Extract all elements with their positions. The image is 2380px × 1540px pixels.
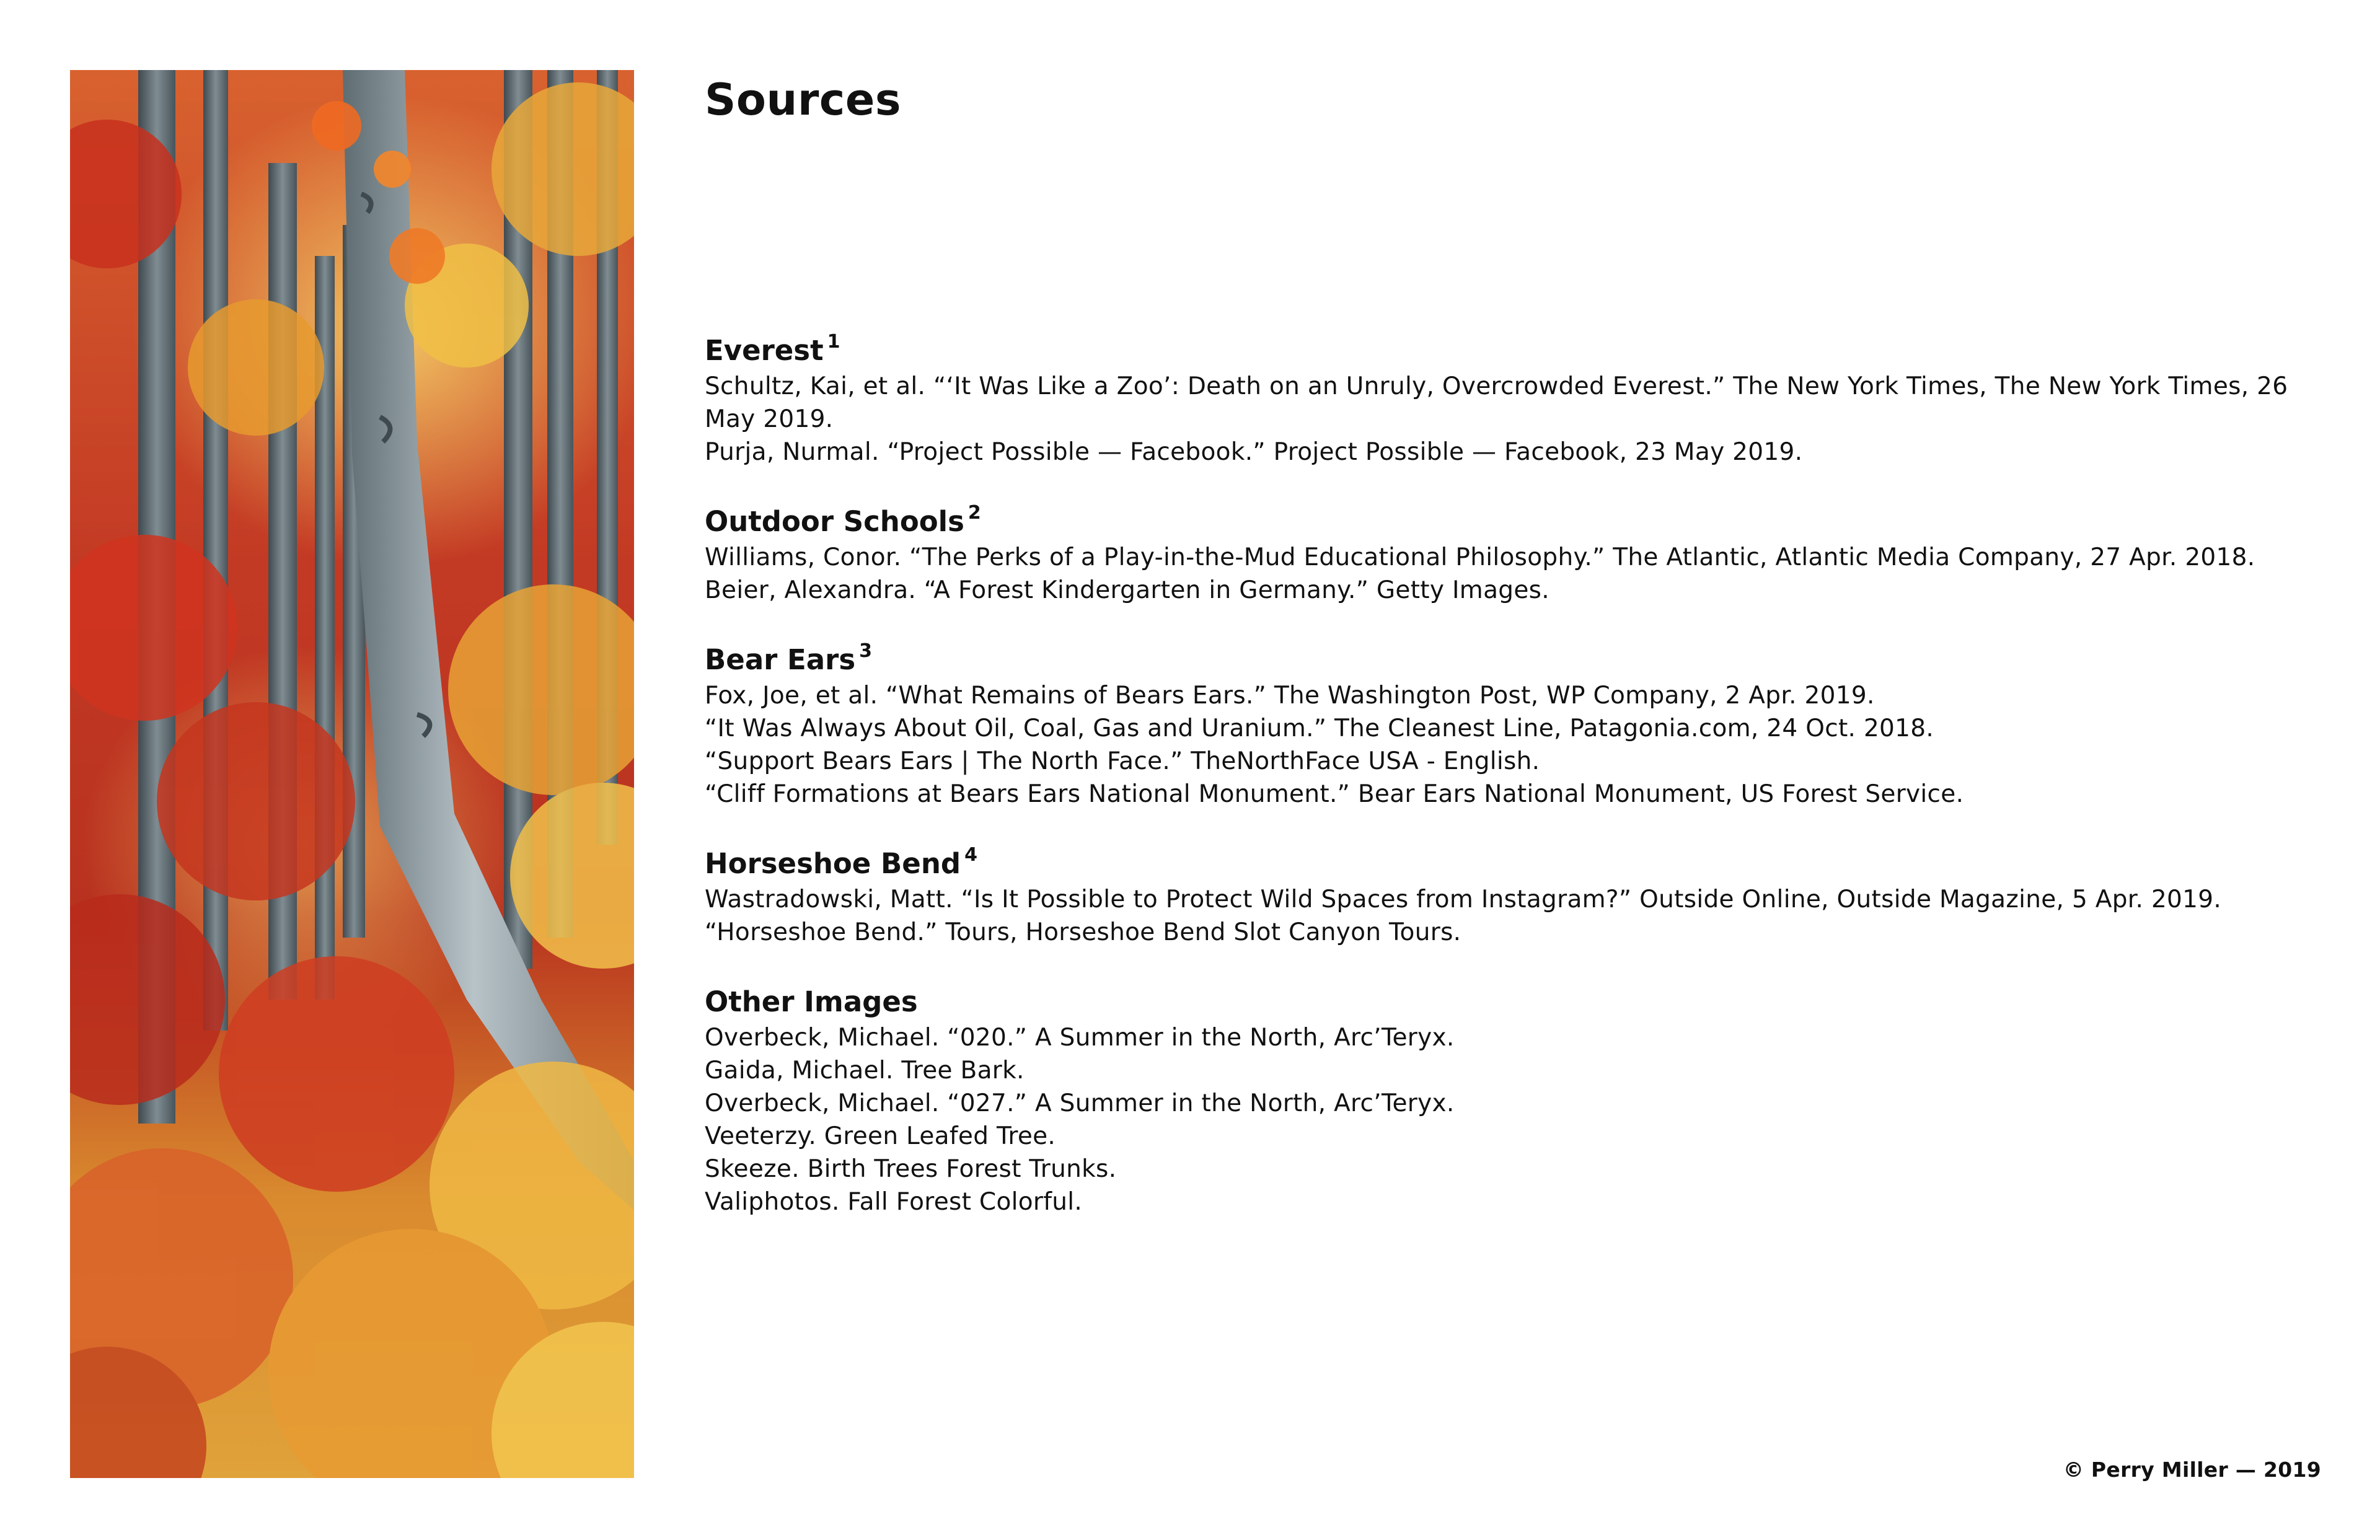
source-section-everest [705,332,2316,469]
source-section-other-images [705,983,2316,1218]
citation: Valiphotos. Fall Forest Colorful. [705,1188,1083,1216]
citation-list [705,679,2316,811]
citation-list [705,883,2316,949]
section-heading [705,503,2316,541]
citation: “Cliff Formations at Bears Ears National Monument.” Bear Ears National Monument, US Forest Service. [705,780,1964,808]
section-heading [705,845,2316,883]
sources-list [705,332,2316,1218]
section-heading [705,641,2316,679]
citation: Fox, Joe, et al. “What Remains of Bears Ears.” The Washington Post, WP Company, 2 Apr. 2019. [705,682,1875,710]
citation-list [705,1021,2316,1218]
citation: Overbeck, Michael. “027.” A Summer in the North, Arc’Teryx. [705,1089,1455,1117]
citation: Veeterzy. Green Leafed Tree. [705,1122,1056,1150]
citation: Overbeck, Michael. “020.” A Summer in the North, Arc’Teryx. [705,1024,1455,1052]
citation: Skeeze. Birth Trees Forest Trunks. [705,1155,1117,1183]
citation: Purja, Nurmal. “Project Possible — Facebook.” Project Possible — Facebook, 23 May 2019. [705,438,1803,466]
copyright-notice: © Perry Miller — 2019 [2063,1458,2321,1482]
page-title: Sources [705,74,901,125]
source-section-bear-ears [705,641,2316,811]
section-heading [705,332,2316,370]
autumn-forest-photo [70,70,634,1478]
source-section-outdoor-schools [705,503,2316,607]
citation: “Horseshoe Bend.” Tours, Horseshoe Bend Slot Canyon Tours. [705,918,1461,946]
citation: Schultz, Kai, et al. “‘It Was Like a Zoo’: Death on an Unruly, Overcrowded Everest.” The New York Times, The New York Times, 26 May 2019. [705,372,2288,433]
section-heading-text: Other Images [705,985,918,1018]
citation: Wastradowski, Matt. “Is It Possible to Protect Wild Spaces from Instagram?” Outside Online, Outside Magazine, 5 Apr. 2019. [705,886,2222,913]
source-section-horseshoe-bend [705,845,2316,949]
section-heading-text: Horseshoe Bend [705,847,961,880]
citation: Gaida, Michael. Tree Bark. [705,1057,1025,1085]
footnote-number: 4 [964,844,977,866]
citation: Beier, Alexandra. “A Forest Kindergarten in Germany.” Getty Images. [705,576,1549,604]
section-heading-text: Bear Ears [705,643,856,676]
sources-content [705,70,2316,1252]
section-heading-text: Outdoor Schools [705,505,964,538]
section-heading [705,983,2316,1021]
footnote-number: 2 [967,502,981,524]
footnote-number: 1 [827,331,840,353]
citation: “It Was Always About Oil, Coal, Gas and Uranium.” The Cleanest Line, Patagonia.com, 24 Oct. 2018. [705,715,1934,742]
citation: Williams, Conor. “The Perks of a Play-in-the-Mud Educational Philosophy.” The Atlantic, Atlantic Media Company, 27 Apr. 2018. [705,543,2255,571]
section-heading-text: Everest [705,334,824,367]
citation-list [705,370,2316,469]
citation-list [705,541,2316,607]
citation: “Support Bears Ears | The North Face.” TheNorthFace USA - English. [705,747,1540,775]
footnote-number: 3 [859,640,873,662]
